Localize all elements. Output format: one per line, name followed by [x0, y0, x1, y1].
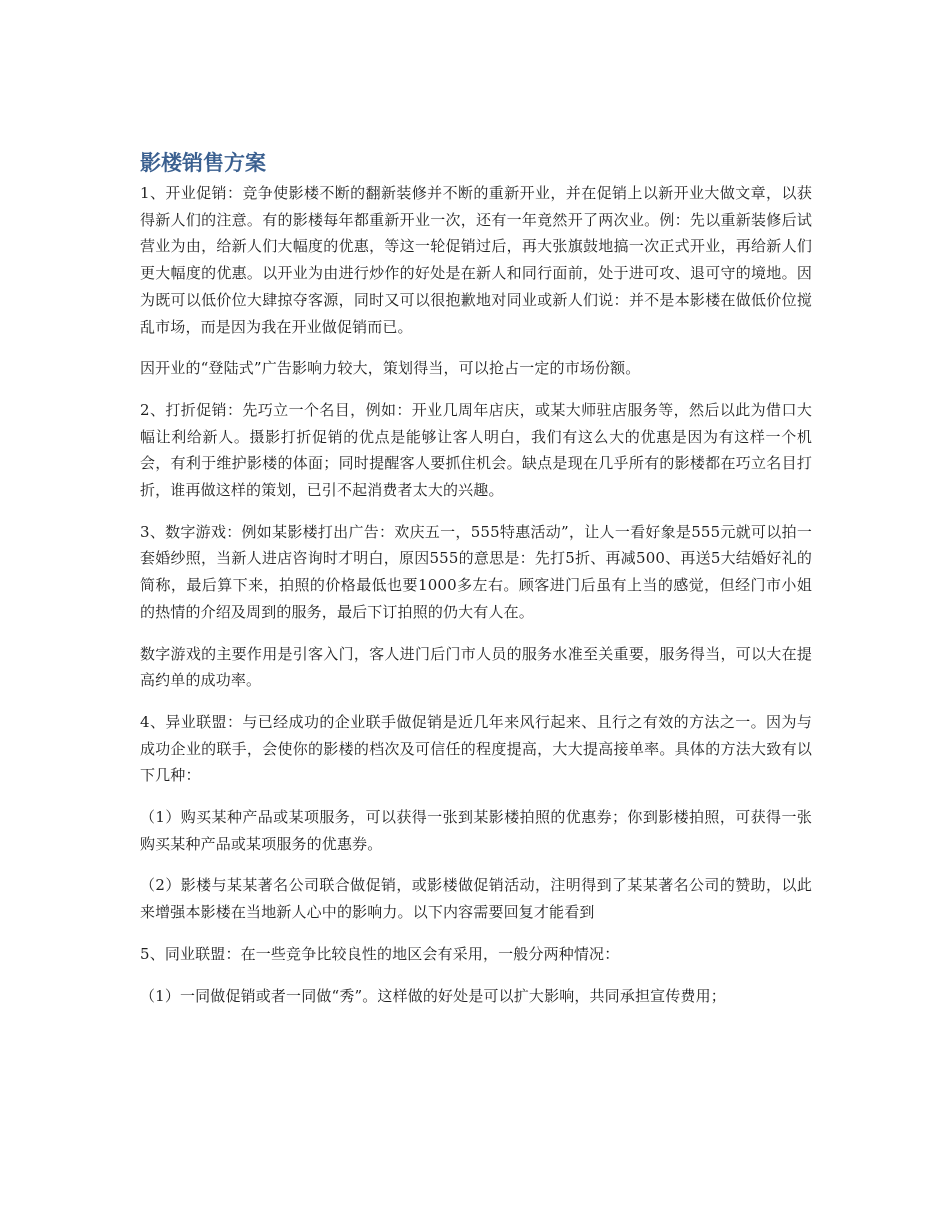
- paragraph-discount-promotion: 2、打折促销：先巧立一个名目，例如：开业几周年店庆，或某大师驻店服务等，然后以此为借口大幅让利给新人。摄影打折促销的优点是能够让客人明白，我们有这么大的优惠是因为有这样一个机会，有利于维护影楼的体面；同时提醒客人要抓住机会。缺点是现在几乎所有的影楼都在巧立名目打折，谁再做这样的策划，已引不起消费者太大的兴趣。: [140, 400, 812, 500]
- paragraph-cross-industry-alliance: 4、异业联盟：与已经成功的企业联手做促销是近几年来风行起来、且行之有效的方法之一。因为与成功企业的联手，会使你的影楼的档次及可信任的程度提高，大大提高接单率。具体的方法大致有以下几种：: [140, 712, 812, 785]
- paragraph-alliance-method-1: （1）购买某种产品或某项服务，可以获得一张到某影楼拍照的优惠券；你到影楼拍照，可获得一张购买某种产品或某项服务的优惠券。: [140, 808, 812, 853]
- paragraph-alliance-method-2: （2）影楼与某某著名公司联合做促销，或影楼做促销活动，注明得到了某某著名公司的赞助，以此来增强本影楼在当地新人心中的影响力。以下内容需要回复才能看到: [140, 876, 812, 922]
- paragraph-number-game-note: 数字游戏的主要作用是引客入门，客人进门后门市人员的服务水准至关重要，服务得当，可以大在提高约单的成功率。: [140, 644, 812, 690]
- paragraph-industry-alliance-case-1: （1）一同做促销或者一同做“秀”。这样做的好处是可以扩大影响，共同承担宣传费用；: [140, 986, 726, 1005]
- document-title: 影楼销售方案: [140, 151, 266, 175]
- paragraph-number-game: 3、数字游戏：例如某影楼打出广告：欢庆五一，555特惠活动”，让人一看好象是555元就可以拍一套婚纱照，当新人进店咨询时才明白，原因555的意思是：先打5折、再减500、再送5大结婚好礼的简称，最后算下来，拍照的价格最低也要1000多左右。顾客进门后虽有上当的感觉，但经门市小姐的热情的介绍及周到的服务，最后下订拍照的仍大有人在。: [140, 522, 812, 621]
- document-body: [140, 148, 812, 1009]
- paragraph-opening-ad-note: 因开业的“登陆式”广告影响力较大，策划得当，可以抢占一定的市场份额。: [140, 359, 641, 378]
- paragraph-opening-promotion: 1、开业促销：竞争使影楼不断的翻新装修并不断的重新开业，并在促销上以新开业大做文章，以获得新人们的注意。有的影楼每年都重新开业一次，还有一年竟然开了两次业。例：先以重新装修后试营业为由，给新人们大幅度的优惠，等这一轮促销过后，再大张旗鼓地搞一次正式开业，再给新人们更大幅度的优惠。以开业为由进行炒作的好处是在新人和同行面前，处于进可攻、退可守的境地。因为既可以低价位大肆掠夺客源，同时又可以很抱歉地对同业或新人们说：并不是本影楼在做低价位搅乱市场，而是因为我在开业做促销而已。: [140, 184, 812, 336]
- paragraph-industry-alliance: 5、同业联盟：在一些竞争比较良性的地区会有采用，一般分两种情况：: [140, 944, 620, 963]
